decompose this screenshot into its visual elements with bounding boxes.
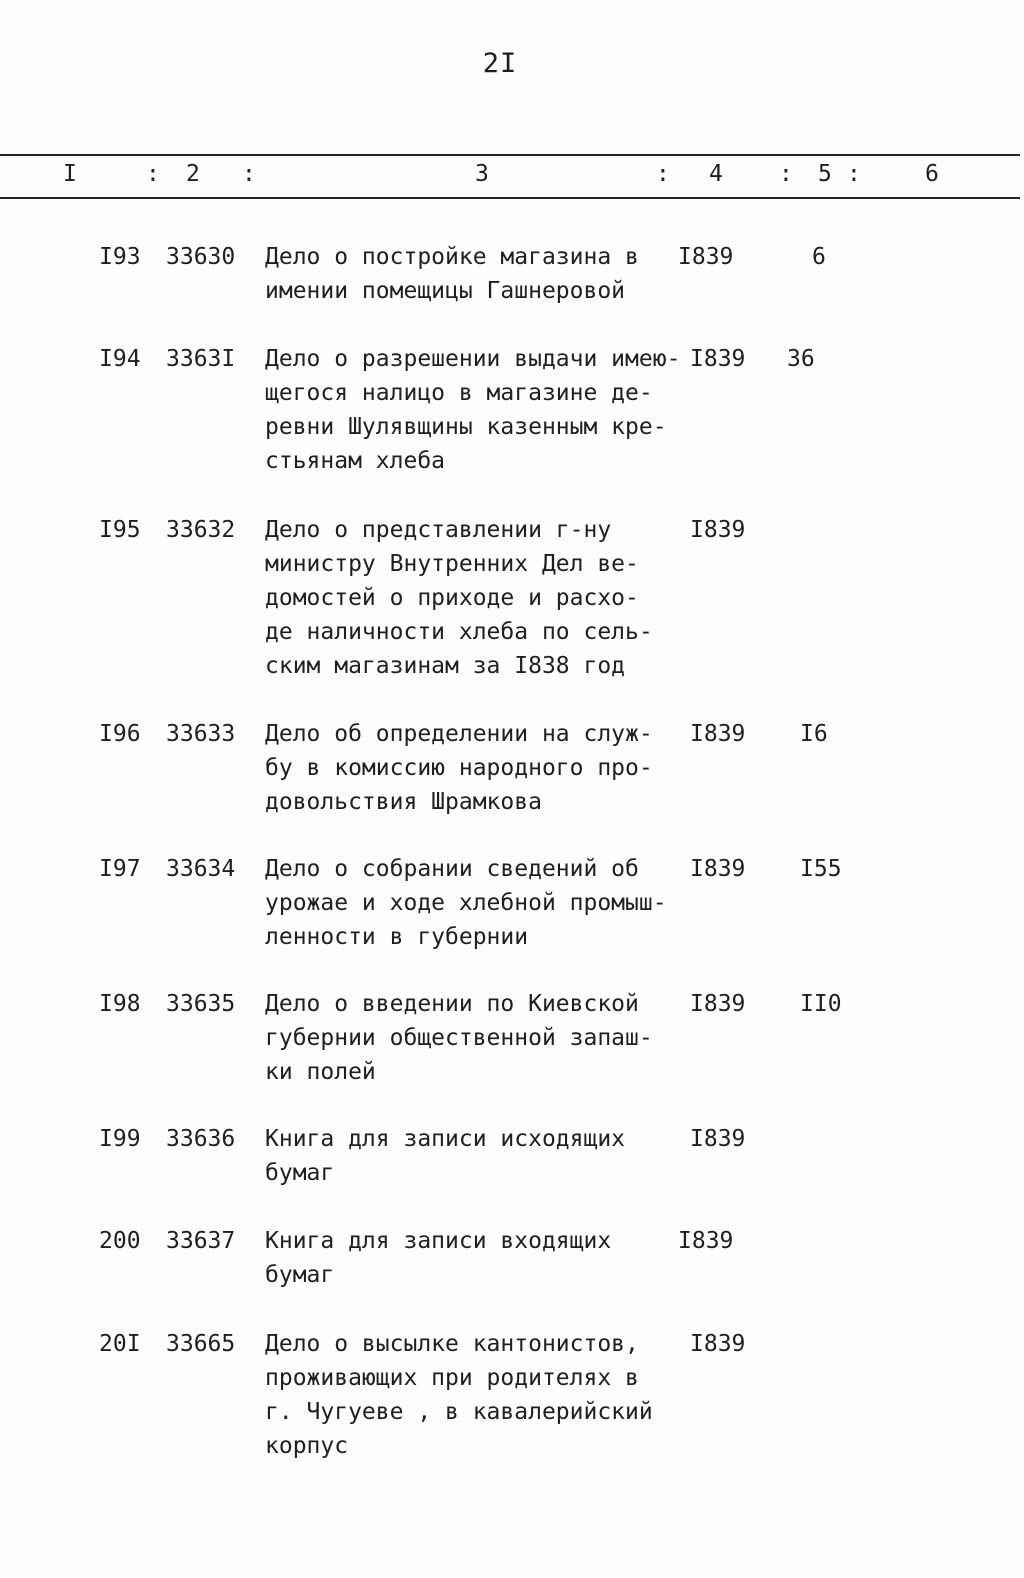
case-title-line: губернии общественной запаш- — [265, 1025, 653, 1051]
case-title-line: бу в комиссию народного про- — [265, 755, 653, 781]
case-year: I839 — [690, 1331, 746, 1357]
case-title-line: домостей о приходе и расхо- — [265, 585, 639, 611]
case-title-line: имении помещицы Гашнеровой — [265, 278, 626, 304]
case-title — [265, 717, 653, 819]
case-year: I839 — [678, 1228, 734, 1254]
case-title-line: щегося налицо в магазине де- — [265, 380, 653, 406]
table-header-rule — [0, 197, 1020, 199]
case-number: 3363I — [166, 346, 236, 372]
case-number: 33665 — [166, 1331, 236, 1357]
column-header-4: 4 — [709, 161, 723, 187]
case-number: 33636 — [166, 1126, 236, 1152]
case-title — [265, 240, 639, 308]
case-title-line: Книга для записи входящих — [265, 1228, 612, 1254]
case-year: I839 — [690, 346, 746, 372]
case-title-line: ленности в губернии — [265, 924, 529, 950]
case-title-line: стьянам хлеба — [265, 448, 446, 474]
column-separator: : — [656, 161, 670, 187]
case-number: 33637 — [166, 1228, 236, 1254]
column-separator: : — [779, 161, 793, 187]
case-title — [265, 513, 653, 683]
column-separator: : — [847, 161, 861, 187]
column-separator: : — [242, 161, 256, 187]
case-title — [265, 1122, 625, 1190]
case-title-line: урожае и ходе хлебной промыш- — [265, 890, 667, 916]
case-title-line: де наличности хлеба по сель- — [265, 619, 653, 645]
column-separator: : — [146, 161, 160, 187]
case-title-line: Дело о постройке магазина в — [265, 244, 639, 270]
case-title-line: Книга для записи исходящих — [265, 1126, 626, 1152]
case-title-line: Дело о высылке кантонистов, — [265, 1331, 639, 1357]
case-year: I839 — [690, 517, 746, 543]
column-header-1: I — [63, 161, 77, 187]
case-title — [265, 852, 667, 954]
entry-number: I95 — [99, 517, 141, 543]
case-title-line: министру Внутренних Дел ве- — [265, 551, 639, 577]
entry-number: 20I — [99, 1331, 141, 1357]
case-number: 33630 — [166, 244, 236, 270]
case-title — [265, 987, 653, 1089]
entry-number: I99 — [99, 1126, 141, 1152]
column-header-3: 3 — [475, 161, 489, 187]
case-title-line: ским магазинам за I838 год — [265, 653, 626, 679]
case-title-line: Дело о введении по Киевской — [265, 991, 639, 1017]
entry-number: I98 — [99, 991, 141, 1017]
case-title-line: ки полей — [265, 1059, 376, 1085]
case-title — [265, 1224, 611, 1292]
column-header-2: 2 — [186, 161, 200, 187]
sheet-count: II0 — [800, 991, 842, 1017]
case-title-line: Дело о собрании сведений об — [265, 856, 639, 882]
case-title-line: проживающих при родителях в — [265, 1365, 639, 1391]
case-title-line: довольствия Шрамкова — [265, 789, 542, 815]
column-header-6: 6 — [925, 161, 939, 187]
case-title — [265, 1327, 653, 1463]
case-title-line: Дело об определении на служ- — [265, 721, 653, 747]
case-year: I839 — [690, 721, 746, 747]
case-year: I839 — [690, 856, 746, 882]
sheet-count: 36 — [787, 346, 815, 372]
entry-number: I94 — [99, 346, 141, 372]
case-title-line: корпус — [265, 1433, 349, 1459]
entry-number: I96 — [99, 721, 141, 747]
entry-number: I97 — [99, 856, 141, 882]
entry-number: 200 — [99, 1228, 141, 1254]
column-header-5: 5 — [818, 161, 832, 187]
case-year: I839 — [690, 1126, 746, 1152]
table-top-rule — [0, 154, 1020, 156]
case-title-line: Дело о разрешении выдачи имею- — [265, 346, 681, 372]
sheet-count: 6 — [812, 244, 826, 270]
case-number: 33634 — [166, 856, 236, 882]
case-title-line: г. Чугуеве , в кавалерийский — [265, 1399, 653, 1425]
case-number: 33633 — [166, 721, 236, 747]
case-title — [265, 342, 680, 478]
sheet-count: I55 — [800, 856, 842, 882]
case-title-line: Дело о представлении г-ну — [265, 517, 612, 543]
case-number: 33635 — [166, 991, 236, 1017]
case-number: 33632 — [166, 517, 236, 543]
case-title-line: бумаг — [265, 1160, 335, 1186]
page-number: 2I — [482, 48, 518, 79]
case-title-line: бумаг — [265, 1262, 335, 1288]
case-year: I839 — [690, 991, 746, 1017]
entry-number: I93 — [99, 244, 141, 270]
sheet-count: I6 — [800, 721, 828, 747]
case-year: I839 — [678, 244, 734, 270]
case-title-line: ревни Шулявщины казенным кре- — [265, 414, 667, 440]
